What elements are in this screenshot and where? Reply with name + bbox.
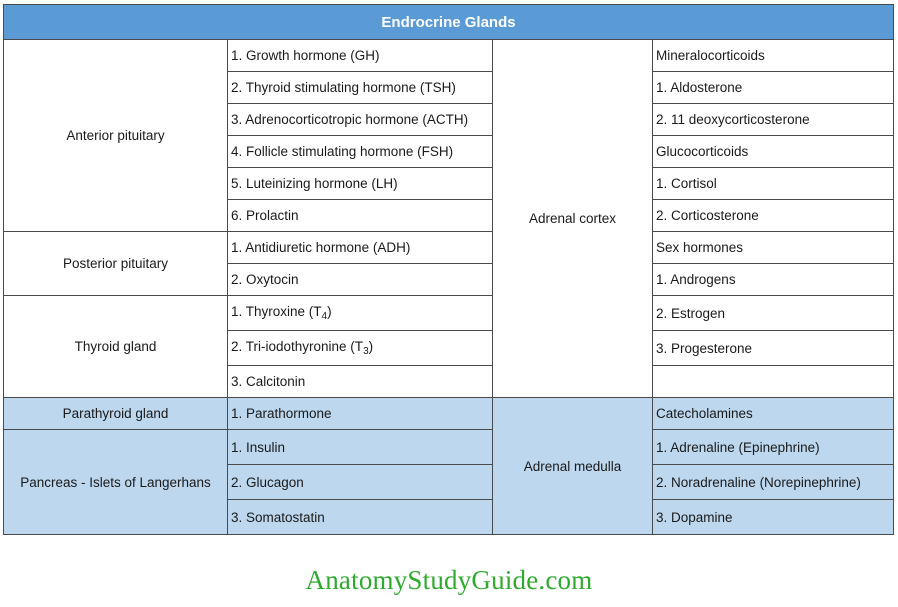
hormone-cell: 2. 11 deoxycorticosterone [653, 104, 894, 136]
endocrine-glands-table [3, 4, 894, 535]
hormone-cell: 3. Adrenocorticotropic hormone (ACTH) [228, 104, 493, 136]
hormone-cell: Mineralocorticoids [653, 40, 894, 72]
hormone-cell: 1. Adrenaline (Epinephrine) [653, 430, 894, 465]
table-row [4, 398, 894, 430]
thyroxine-suffix: ) [327, 304, 332, 319]
hormone-cell: 2. Corticosterone [653, 200, 894, 232]
table-title: Endrocrine Glands [4, 5, 894, 40]
triiodothyronine-suffix: ) [368, 339, 374, 354]
table-header-row [4, 5, 894, 40]
gland-adrenal-cortex: Adrenal cortex [493, 40, 653, 398]
table-row [4, 40, 894, 72]
hormone-cell: 2. Glucagon [228, 465, 493, 500]
gland-posterior-pituitary: Posterior pituitary [4, 232, 228, 296]
hormone-cell: 1. Antidiuretic hormone (ADH) [228, 232, 493, 264]
hormone-cell: 4. Follicle stimulating hormone (FSH) [228, 136, 493, 168]
hormone-cell: Catecholamines [653, 398, 894, 430]
hormone-cell: 3. Dopamine [653, 500, 894, 535]
hormone-cell: Sex hormones [653, 232, 894, 264]
thyroxine-subscript: 4 [321, 311, 328, 322]
hormone-cell: 3. Calcitonin [228, 366, 493, 398]
hormone-cell: 1. Aldosterone [653, 72, 894, 104]
hormone-cell: 2. Oxytocin [228, 264, 493, 296]
hormone-cell: 1. Androgens [653, 264, 894, 296]
hormone-cell: 1. Insulin [228, 430, 493, 465]
table-row [4, 430, 894, 465]
hormone-cell: 1. Cortisol [653, 168, 894, 200]
hormone-cell: Glucocorticoids [653, 136, 894, 168]
gland-parathyroid: Parathyroid gland [4, 398, 228, 430]
gland-anterior-pituitary: Anterior pituitary [4, 40, 228, 232]
hormone-cell: 3. Somatostatin [228, 500, 493, 535]
table-row [4, 232, 894, 264]
table-row [4, 296, 894, 331]
triiodothyronine-subscript: 3 [363, 346, 369, 357]
gland-adrenal-medulla: Adrenal medulla [493, 398, 653, 535]
hormone-cell-triiodothyronine [228, 331, 493, 366]
hormone-cell-empty [653, 366, 894, 398]
hormone-cell: 2. Noradrenaline (Norepinephrine) [653, 465, 894, 500]
endocrine-glands-table-wrapper [3, 4, 893, 535]
hormone-cell-thyroxine [228, 296, 493, 331]
hormone-cell: 1. Growth hormone (GH) [228, 40, 493, 72]
triiodothyronine-label: 2. Tri-iodothyronine (T [231, 339, 364, 354]
hormone-cell: 5. Luteinizing hormone (LH) [228, 168, 493, 200]
hormone-cell: 2. Thyroid stimulating hormone (TSH) [228, 72, 493, 104]
gland-thyroid: Thyroid gland [4, 296, 228, 398]
hormone-cell: 1. Parathormone [228, 398, 493, 430]
site-watermark: AnatomyStudyGuide.com [305, 565, 593, 595]
hormone-cell: 6. Prolactin [228, 200, 493, 232]
hormone-cell: 2. Estrogen [653, 296, 894, 331]
thyroxine-label: 1. Thyroxine (T [231, 304, 322, 319]
hormone-cell: 3. Progesterone [653, 331, 894, 366]
gland-pancreas: Pancreas - Islets of Langerhans [4, 430, 228, 535]
